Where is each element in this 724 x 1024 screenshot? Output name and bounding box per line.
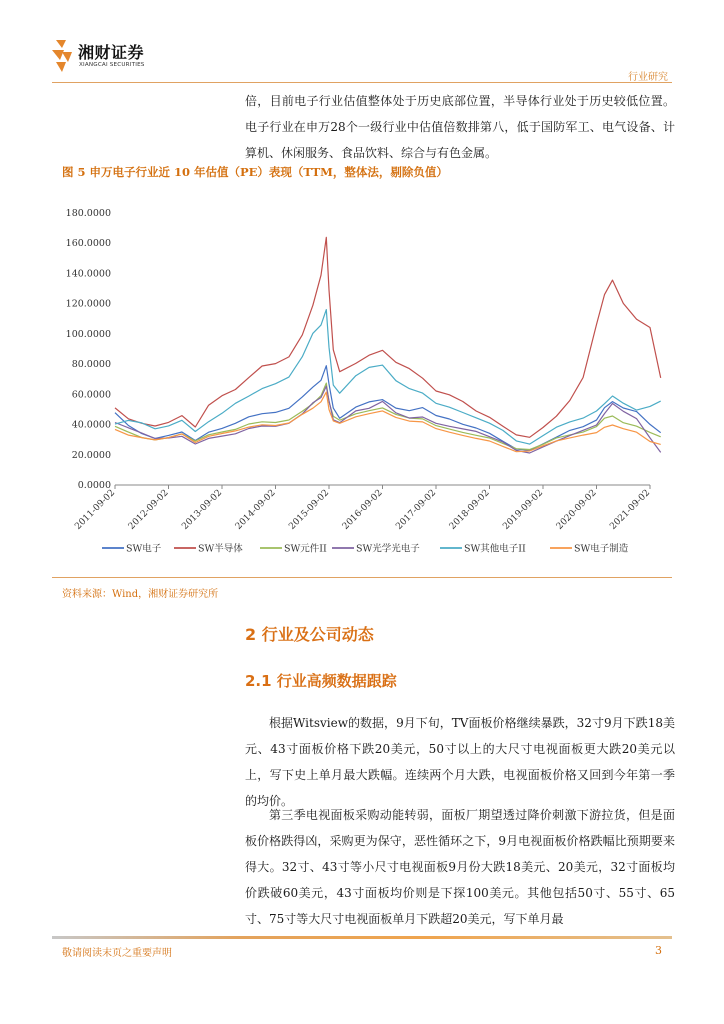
- y-tick-label: 120.0000: [65, 298, 111, 310]
- section-label: 行业研究: [628, 72, 668, 83]
- y-tick-label: 0.0000: [77, 480, 111, 491]
- y-tick-label: 180.0000: [65, 208, 111, 219]
- x-tick-label: 2014-09-02: [233, 488, 278, 532]
- source-divider: [52, 577, 672, 578]
- y-tick-label: 20.0000: [71, 449, 111, 461]
- y-tick-label: 140.0000: [65, 268, 111, 280]
- legend-label: SW光学光电子: [356, 543, 420, 555]
- legend-label: SW电子: [126, 543, 162, 555]
- y-tick-label: 100.0000: [65, 328, 111, 340]
- intro-paragraph: 倍，目前电子行业估值整体处于历史底部位置，半导体行业处于历史较低位置。电子行业在申万28个一级行业中估值倍数排第八，低于国防军工、电气设备、计算机、休闲服务、食品饮料、综合与有色金属。: [245, 94, 675, 160]
- x-tick-label: 2016-09-02: [340, 488, 385, 532]
- legend-label: SW电子制造: [574, 543, 629, 555]
- x-tick-label: 2021-09-02: [608, 488, 653, 532]
- company-logo: [52, 38, 162, 74]
- logo-mark-icon: [52, 38, 74, 74]
- legend-label: SW半导体: [198, 543, 243, 555]
- legend-label: SW其他电子II: [464, 543, 526, 555]
- series-line: [115, 237, 661, 437]
- x-tick-label: 2013-09-02: [180, 488, 225, 532]
- x-tick-label: 2018-09-02: [447, 488, 492, 532]
- page-number: 3: [655, 944, 662, 957]
- y-tick-label: 60.0000: [71, 389, 111, 401]
- y-tick-label: 80.0000: [71, 359, 111, 371]
- x-tick-label: 2011-09-02: [73, 488, 118, 532]
- logo-name-en: XIANGCAI SECURITIES: [79, 62, 145, 68]
- disclaimer-note: 敬请阅读末页之重要声明: [62, 948, 172, 959]
- x-tick-label: 2019-09-02: [501, 488, 546, 532]
- body-paragraph-2: 第三季电视面板采购动能转弱，面板厂期望透过降价刺激下游拉货，但是面板价格跌得凶，采购更为保守，恶性循环之下，9月电视面板价格跌幅比预期要来得大。32寸、43寸等小尺寸电视面板9月份大跌18美元、20美元，32寸面板均价跌破60美元，43寸面板均价则是下探100美元。其他包括50寸、55寸、65寸、75寸等大尺寸电视面板单月下跌超20美元，写下单月最: [245, 808, 675, 926]
- body-paragraph-1: 根据Witsview的数据，9月下旬，TV面板价格继续暴跌，32寸9月下跌18美元、43寸面板价格下跌20美元，50寸以上的大尺寸电视面板更大跌20美元以上，写下史上单月最大跌幅。连续两个月大跌，电视面板价格又回到今年第一季的均价。: [245, 716, 675, 808]
- x-tick-label: 2017-09-02: [394, 488, 439, 532]
- footer-divider: [52, 936, 672, 939]
- x-tick-label: 2015-09-02: [287, 488, 332, 532]
- y-tick-label: 40.0000: [71, 419, 111, 431]
- pe-line-chart: [60, 195, 670, 570]
- section-heading: 2 行业及公司动态: [245, 625, 374, 644]
- series-line: [115, 366, 661, 451]
- subsection-heading: 2.1 行业高频数据跟踪: [245, 672, 397, 690]
- y-tick-label: 160.0000: [65, 238, 111, 250]
- legend-label: SW元件II: [284, 543, 327, 555]
- logo-name-cn: 湘财证券: [78, 43, 145, 62]
- header-divider: [52, 82, 672, 83]
- figure-source: 资料来源：Wind，湘财证券研究所: [62, 589, 219, 600]
- figure-title: 图 5 申万电子行业近 10 年估值（PE）表现（TTM，整体法，剔除负值）: [62, 165, 448, 179]
- x-tick-label: 2012-09-02: [126, 488, 171, 532]
- x-tick-label: 2020-09-02: [554, 488, 599, 532]
